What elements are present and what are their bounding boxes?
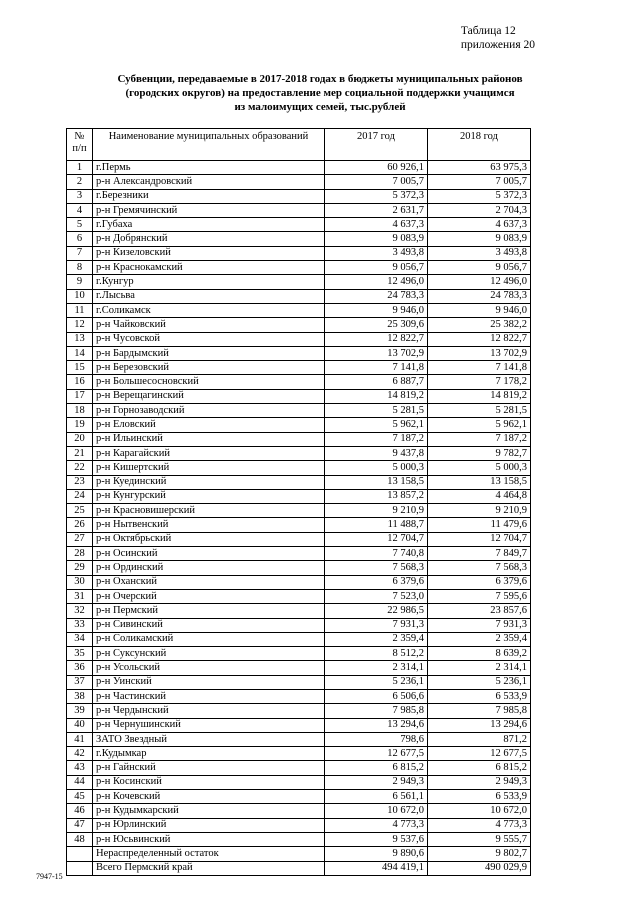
row-value-2017: 12 704,7 [325, 532, 428, 546]
row-value-2018: 4 637,3 [428, 218, 531, 232]
row-municipality: р-н Оханский [93, 575, 325, 589]
table-row [67, 361, 531, 375]
table-row [67, 346, 531, 360]
table-row [67, 704, 531, 718]
row-value-2018: 7 985,8 [428, 704, 531, 718]
row-value-2017: 9 537,6 [325, 832, 428, 846]
row-municipality: р-н Ординский [93, 561, 325, 575]
row-value-2017: 13 294,6 [325, 718, 428, 732]
table-row [67, 675, 531, 689]
row-value-2018: 9 946,0 [428, 303, 531, 317]
row-municipality: р-н Чайковский [93, 318, 325, 332]
row-municipality: р-н Ильинский [93, 432, 325, 446]
table-row [67, 275, 531, 289]
row-municipality: р-н Кизеловский [93, 246, 325, 260]
document-title [0, 72, 640, 114]
row-value-2018: 5 962,1 [428, 418, 531, 432]
row-value-2017: 2 314,1 [325, 661, 428, 675]
row-municipality: р-н Кудымкарский [93, 804, 325, 818]
row-number: 3 [67, 189, 93, 203]
row-value-2018: 2 359,4 [428, 632, 531, 646]
row-value-2017: 13 158,5 [325, 475, 428, 489]
row-number: 10 [67, 289, 93, 303]
row-municipality: г.Соликамск [93, 303, 325, 317]
row-municipality: р-н Кунгурский [93, 489, 325, 503]
row-number: 1 [67, 161, 93, 175]
table-row [67, 518, 531, 532]
row-value-2018: 5 281,5 [428, 404, 531, 418]
table-header-row [67, 129, 531, 161]
table-row [67, 489, 531, 503]
row-municipality: р-н Кишертский [93, 461, 325, 475]
row-value-2018: 7 178,2 [428, 375, 531, 389]
row-value-2018: 8 639,2 [428, 647, 531, 661]
table-row [67, 561, 531, 575]
table-row [67, 647, 531, 661]
row-municipality: р-н Чусовской [93, 332, 325, 346]
table-row [67, 246, 531, 260]
row-value-2018: 3 493,8 [428, 246, 531, 260]
row-number: 17 [67, 389, 93, 403]
row-value-2018: 7 187,2 [428, 432, 531, 446]
table-row [67, 618, 531, 632]
row-municipality: г.Кунгур [93, 275, 325, 289]
row-value-2018: 4 773,3 [428, 818, 531, 832]
row-number: 19 [67, 418, 93, 432]
row-value-2018: 490 029,9 [428, 861, 531, 875]
row-number: 18 [67, 404, 93, 418]
row-value-2017: 7 005,7 [325, 175, 428, 189]
table-row [67, 418, 531, 432]
row-municipality: р-н Кочевский [93, 790, 325, 804]
table-row [67, 775, 531, 789]
table-row [67, 732, 531, 746]
table-row [67, 575, 531, 589]
subsidy-table [66, 128, 531, 876]
table-row [67, 589, 531, 603]
row-value-2017: 60 926,1 [325, 161, 428, 175]
row-municipality: р-н Юрлинский [93, 818, 325, 832]
row-number: 44 [67, 775, 93, 789]
table-row [67, 232, 531, 246]
ref-line-2: приложения 20 [460, 39, 535, 51]
row-value-2017: 7 523,0 [325, 589, 428, 603]
row-value-2017: 9 056,7 [325, 261, 428, 275]
row-number: 26 [67, 518, 93, 532]
row-value-2018: 6 815,2 [428, 761, 531, 775]
row-number: 46 [67, 804, 93, 818]
header-name: Наименование муниципальных образований [93, 129, 325, 161]
row-number: 45 [67, 790, 93, 804]
row-value-2018: 9 210,9 [428, 504, 531, 518]
row-municipality: г.Кудымкар [93, 747, 325, 761]
row-value-2018: 14 819,2 [428, 389, 531, 403]
row-number: 35 [67, 647, 93, 661]
row-value-2017: 12 677,5 [325, 747, 428, 761]
row-municipality: р-н Очерский [93, 589, 325, 603]
table-row [67, 218, 531, 232]
row-value-2017: 7 985,8 [325, 704, 428, 718]
row-value-2018: 13 702,9 [428, 346, 531, 360]
row-municipality: р-н Бардымский [93, 346, 325, 360]
row-value-2017: 7 187,2 [325, 432, 428, 446]
row-value-2018: 5 000,3 [428, 461, 531, 475]
table-row [67, 303, 531, 317]
table-row [67, 804, 531, 818]
table-row [67, 790, 531, 804]
row-value-2017: 6 887,7 [325, 375, 428, 389]
row-value-2018: 6 379,6 [428, 575, 531, 589]
table-row [67, 189, 531, 203]
row-value-2018: 12 496,0 [428, 275, 531, 289]
table-row [67, 404, 531, 418]
row-value-2017: 22 986,5 [325, 604, 428, 618]
row-value-2017: 5 372,3 [325, 189, 428, 203]
row-number: 13 [67, 332, 93, 346]
row-value-2017: 24 783,3 [325, 289, 428, 303]
row-value-2018: 10 672,0 [428, 804, 531, 818]
row-municipality: р-н Сивинский [93, 618, 325, 632]
row-municipality: Всего Пермский край [93, 861, 325, 875]
row-value-2017: 2 949,3 [325, 775, 428, 789]
row-value-2017: 12 496,0 [325, 275, 428, 289]
row-municipality: р-н Чернушинский [93, 718, 325, 732]
row-value-2017: 6 506,6 [325, 689, 428, 703]
row-number: 29 [67, 561, 93, 575]
row-value-2017: 5 236,1 [325, 675, 428, 689]
row-value-2017: 4 637,3 [325, 218, 428, 232]
table-row [67, 332, 531, 346]
row-value-2018: 7 005,7 [428, 175, 531, 189]
row-number: 39 [67, 704, 93, 718]
row-municipality: р-н Суксунский [93, 647, 325, 661]
table-row [67, 847, 531, 861]
row-number: 11 [67, 303, 93, 317]
table-row [67, 832, 531, 846]
row-number [67, 861, 93, 875]
row-value-2017: 3 493,8 [325, 246, 428, 260]
row-number: 48 [67, 832, 93, 846]
row-value-2018: 7 931,3 [428, 618, 531, 632]
row-value-2017: 6 561,1 [325, 790, 428, 804]
table-row [67, 432, 531, 446]
row-number: 14 [67, 346, 93, 360]
row-value-2017: 25 309,6 [325, 318, 428, 332]
table-row [67, 718, 531, 732]
row-number: 7 [67, 246, 93, 260]
table-row [67, 461, 531, 475]
table-row [67, 261, 531, 275]
row-municipality: р-н Гайнский [93, 761, 325, 775]
row-number: 31 [67, 589, 93, 603]
table-row [67, 318, 531, 332]
row-municipality: р-н Куединский [93, 475, 325, 489]
row-number: 36 [67, 661, 93, 675]
row-number: 32 [67, 604, 93, 618]
row-municipality: р-н Пермский [93, 604, 325, 618]
title-line-1: Субвенции, передаваемые в 2017-2018 годах в бюджеты муниципальных районов [117, 73, 523, 85]
row-value-2017: 9 083,9 [325, 232, 428, 246]
row-number: 40 [67, 718, 93, 732]
row-number: 9 [67, 275, 93, 289]
row-municipality: ЗАТО Звездный [93, 732, 325, 746]
row-number: 27 [67, 532, 93, 546]
row-value-2018: 7 141,8 [428, 361, 531, 375]
row-municipality: г.Губаха [93, 218, 325, 232]
row-value-2017: 11 488,7 [325, 518, 428, 532]
table-row [67, 632, 531, 646]
row-municipality: р-н Большесосновский [93, 375, 325, 389]
table-row [67, 504, 531, 518]
row-value-2017: 2 359,4 [325, 632, 428, 646]
row-value-2017: 5 962,1 [325, 418, 428, 432]
row-value-2017: 8 512,2 [325, 647, 428, 661]
table-body [67, 161, 531, 876]
row-municipality: р-н Нытвенский [93, 518, 325, 532]
row-value-2017: 7 141,8 [325, 361, 428, 375]
ref-line-1: Таблица 12 [460, 25, 516, 37]
row-number: 47 [67, 818, 93, 832]
row-municipality: р-н Осинский [93, 547, 325, 561]
row-value-2018: 23 857,6 [428, 604, 531, 618]
row-value-2017: 7 568,3 [325, 561, 428, 575]
row-value-2018: 9 083,9 [428, 232, 531, 246]
row-value-2018: 9 056,7 [428, 261, 531, 275]
table-row [67, 475, 531, 489]
table-row [67, 604, 531, 618]
row-municipality: р-н Соликамский [93, 632, 325, 646]
row-municipality: р-н Юсьвинский [93, 832, 325, 846]
row-value-2017: 9 946,0 [325, 303, 428, 317]
row-value-2017: 7 931,3 [325, 618, 428, 632]
row-municipality: р-н Добрянский [93, 232, 325, 246]
row-municipality: р-н Гремячинский [93, 203, 325, 217]
row-number: 33 [67, 618, 93, 632]
row-value-2018: 4 464,8 [428, 489, 531, 503]
row-number: 25 [67, 504, 93, 518]
row-value-2018: 2 314,1 [428, 661, 531, 675]
row-municipality: р-н Косинский [93, 775, 325, 789]
row-value-2017: 6 815,2 [325, 761, 428, 775]
row-value-2017: 10 672,0 [325, 804, 428, 818]
row-value-2017: 13 702,9 [325, 346, 428, 360]
row-number [67, 847, 93, 861]
row-number: 15 [67, 361, 93, 375]
row-value-2018: 6 533,9 [428, 790, 531, 804]
table-row [67, 661, 531, 675]
row-number: 12 [67, 318, 93, 332]
row-value-2018: 13 158,5 [428, 475, 531, 489]
row-municipality: р-н Октябрьский [93, 532, 325, 546]
header-2018: 2018 год [428, 129, 531, 161]
row-value-2018: 24 783,3 [428, 289, 531, 303]
row-number: 5 [67, 218, 93, 232]
row-value-2018: 9 555,7 [428, 832, 531, 846]
row-value-2018: 9 782,7 [428, 446, 531, 460]
row-number: 16 [67, 375, 93, 389]
table-row [67, 161, 531, 175]
row-value-2017: 4 773,3 [325, 818, 428, 832]
row-value-2017: 12 822,7 [325, 332, 428, 346]
row-number: 43 [67, 761, 93, 775]
row-value-2018: 7 595,6 [428, 589, 531, 603]
row-municipality: р-н Краснокамский [93, 261, 325, 275]
row-value-2018: 12 822,7 [428, 332, 531, 346]
row-value-2018: 12 704,7 [428, 532, 531, 546]
table-row [67, 289, 531, 303]
row-number: 6 [67, 232, 93, 246]
row-municipality: р-н Верещагинский [93, 389, 325, 403]
row-municipality: Нераспределенный остаток [93, 847, 325, 861]
row-municipality: г.Лысьва [93, 289, 325, 303]
row-value-2017: 2 631,7 [325, 203, 428, 217]
row-number: 34 [67, 632, 93, 646]
row-value-2017: 13 857,2 [325, 489, 428, 503]
table-row [67, 389, 531, 403]
row-value-2018: 11 479,6 [428, 518, 531, 532]
table-row [67, 446, 531, 460]
row-value-2017: 9 210,9 [325, 504, 428, 518]
table-row [67, 818, 531, 832]
row-value-2018: 2 949,3 [428, 775, 531, 789]
row-number: 38 [67, 689, 93, 703]
title-line-2: (городских округов) на предоставление мер социальной поддержки учащимся [125, 87, 515, 99]
row-municipality: р-н Чердынский [93, 704, 325, 718]
row-number: 42 [67, 747, 93, 761]
table-row [67, 689, 531, 703]
row-municipality: р-н Горнозаводский [93, 404, 325, 418]
row-number: 20 [67, 432, 93, 446]
table-row [67, 175, 531, 189]
footer-code: 7947-15 [36, 872, 63, 881]
row-number: 28 [67, 547, 93, 561]
header-number: № п/п [67, 129, 93, 161]
row-number: 24 [67, 489, 93, 503]
row-value-2018: 13 294,6 [428, 718, 531, 732]
table-row [67, 747, 531, 761]
row-value-2018: 5 236,1 [428, 675, 531, 689]
row-value-2017: 14 819,2 [325, 389, 428, 403]
row-value-2017: 798,6 [325, 732, 428, 746]
row-number: 2 [67, 175, 93, 189]
row-value-2018: 2 704,3 [428, 203, 531, 217]
row-value-2018: 6 533,9 [428, 689, 531, 703]
row-value-2018: 5 372,3 [428, 189, 531, 203]
row-value-2017: 494 419,1 [325, 861, 428, 875]
row-value-2017: 9 890,6 [325, 847, 428, 861]
row-municipality: р-н Красновишерский [93, 504, 325, 518]
row-municipality: г.Пермь [93, 161, 325, 175]
row-municipality: р-н Частинский [93, 689, 325, 703]
row-number: 8 [67, 261, 93, 275]
row-municipality: р-н Александровский [93, 175, 325, 189]
row-value-2017: 6 379,6 [325, 575, 428, 589]
row-number: 4 [67, 203, 93, 217]
row-number: 37 [67, 675, 93, 689]
table-row [67, 203, 531, 217]
table-row [67, 547, 531, 561]
row-municipality: г.Березники [93, 189, 325, 203]
row-municipality: р-н Еловский [93, 418, 325, 432]
row-number: 22 [67, 461, 93, 475]
row-value-2018: 7 849,7 [428, 547, 531, 561]
row-municipality: р-н Березовский [93, 361, 325, 375]
row-municipality: р-н Карагайский [93, 446, 325, 460]
table-row [67, 761, 531, 775]
row-value-2018: 871,2 [428, 732, 531, 746]
table-row [67, 532, 531, 546]
row-number: 23 [67, 475, 93, 489]
table-reference [461, 24, 535, 52]
row-municipality: р-н Усольский [93, 661, 325, 675]
row-number: 41 [67, 732, 93, 746]
table-row [67, 861, 531, 875]
table-row [67, 375, 531, 389]
row-value-2017: 9 437,8 [325, 446, 428, 460]
title-line-3: из малоимущих семей, тыс.рублей [234, 101, 406, 113]
row-municipality: р-н Уинский [93, 675, 325, 689]
row-value-2017: 5 281,5 [325, 404, 428, 418]
row-value-2018: 12 677,5 [428, 747, 531, 761]
row-value-2018: 63 975,3 [428, 161, 531, 175]
row-number: 21 [67, 446, 93, 460]
row-number: 30 [67, 575, 93, 589]
row-value-2018: 25 382,2 [428, 318, 531, 332]
row-value-2018: 9 802,7 [428, 847, 531, 861]
row-value-2017: 7 740,8 [325, 547, 428, 561]
row-value-2018: 7 568,3 [428, 561, 531, 575]
header-2017: 2017 год [325, 129, 428, 161]
row-value-2017: 5 000,3 [325, 461, 428, 475]
